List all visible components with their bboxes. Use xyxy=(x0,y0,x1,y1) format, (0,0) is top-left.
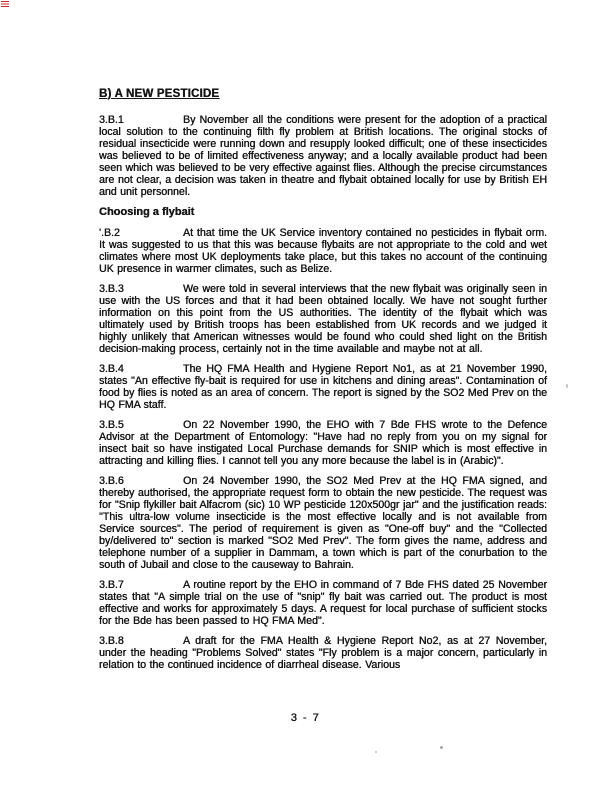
scan-speck xyxy=(440,746,443,749)
paragraph-text: By November all the conditions were present for the adoption of a practical local solution to the continuing filth fly problem at British locations. The original stocks of residual insecticide were running down and resupply looked difficult; one of these insecticides was believed to be of limited effectiveness anyway; and a locally available product had been seen which was believed to be very effective against flies. Although the precise circumstances are not clear, a decision was taken in theatre and flybait obtained locally for use by British EH and unit personnel. xyxy=(99,114,547,198)
paragraph-text: We were told in several interviews that the new flybait was originally seen in use with the US forces and that it had been obtained locally. We have not sought further information on this point from the US authorities. The identity of the flybait which was ultimately used by British troops has been established from UK records and we judged it highly unlikely that American witnesses would be found who could shed light on the British decision-making process, certainly not in the time available and maybe not at all. xyxy=(99,283,547,355)
paragraph xyxy=(99,114,547,198)
paragraph-number: 3.B.4 xyxy=(99,363,124,375)
scan-speck xyxy=(375,751,377,753)
paragraph xyxy=(99,419,547,467)
section-heading: B) A NEW PESTICIDE xyxy=(99,88,220,100)
paragraph-number: 3.B.8 xyxy=(99,635,124,647)
paragraph-number: '.B.2 xyxy=(99,227,120,239)
content xyxy=(99,88,547,679)
paragraph-number: 3.B.3 xyxy=(99,283,124,295)
subsection-heading: Choosing a flybait xyxy=(99,206,195,218)
paragraph-number: 3.B.7 xyxy=(99,579,124,591)
paragraph-text: The HQ FMA Health and Hygiene Report No1, as at 21 November 1990, states "An effective fly-bait is required for use in kitchens and dining areas". Contamination of food by flies is noted as an area of concern. The report is signed by the SO2 Med Prev on the HQ FMA staff. xyxy=(99,363,547,411)
paragraph xyxy=(99,227,547,275)
paragraph xyxy=(99,635,547,671)
scan-speck xyxy=(566,384,568,388)
paragraph-text: A draft for the FMA Health & Hygiene Report No2, as at 27 November, under the heading "Problems Solved" states "Fly problem is a major concern, particularly in relation to the continued incidence of diarrheal disease. Various xyxy=(99,635,547,671)
paragraph xyxy=(99,579,547,627)
paragraph-number: 3.B.1 xyxy=(99,114,124,126)
paragraph-text: At that time the UK Service inventory contained no pesticides in flybait orm. It was suggested to us that this was because flybaits are not appropriate to the cold and wet climates where most UK deployments take place, but this takes no account of the continuing UK presence in warmer climates, such as Belize. xyxy=(99,227,547,275)
page-number: 3 - 7 xyxy=(290,712,321,724)
paragraph xyxy=(99,363,547,411)
paragraph-number: 3.B.5 xyxy=(99,419,124,431)
paragraph xyxy=(99,475,547,571)
paragraph-text: On 22 November 1990, the EHO with 7 Bde FHS wrote to the Defence Advisor at the Department of Entomology: "Have had no reply from you on my signal for insect bait so have instigated Local Purchase demands for SNIP which is most effective in attracting and killing flies. I cannot tell you any more because the label is in (Arabic)". xyxy=(99,419,547,467)
paragraph-number: 3.B.6 xyxy=(99,475,124,487)
paragraph-text: A routine report by the EHO in command of 7 Bde FHS dated 25 November states that "A simple trial on the use of "snip" fly bait was carried out. The product is most effective and works for approximately 5 days. A request for local purchase of sufficient stocks for the Bde has been passed to HQ FMA Med". xyxy=(99,579,547,627)
red-corner-scan-mark xyxy=(1,1,9,7)
paragraph-text: On 24 November 1990, the SO2 Med Prev at the HQ FMA signed, and thereby authorised, the appropriate request form to obtain the new pesticide. The request was for "Snip flykiller bait Alfacrom (sic) 10 WP pesticide 120x500gr jar" and the justification reads: "This ultra-low volume insecticide is the most effective locally and is not available from Service sources". The period of requirement is given as "One-off buy" and the "Collected by/delivered to" section is marked "SO2 Med Prev". The form gives the name, address and telephone number of a supplier in Dammam, a town which is part of the conurbation to the south of Jubail and close to the causeway to Bahrain. xyxy=(99,475,547,571)
paragraph xyxy=(99,283,547,355)
